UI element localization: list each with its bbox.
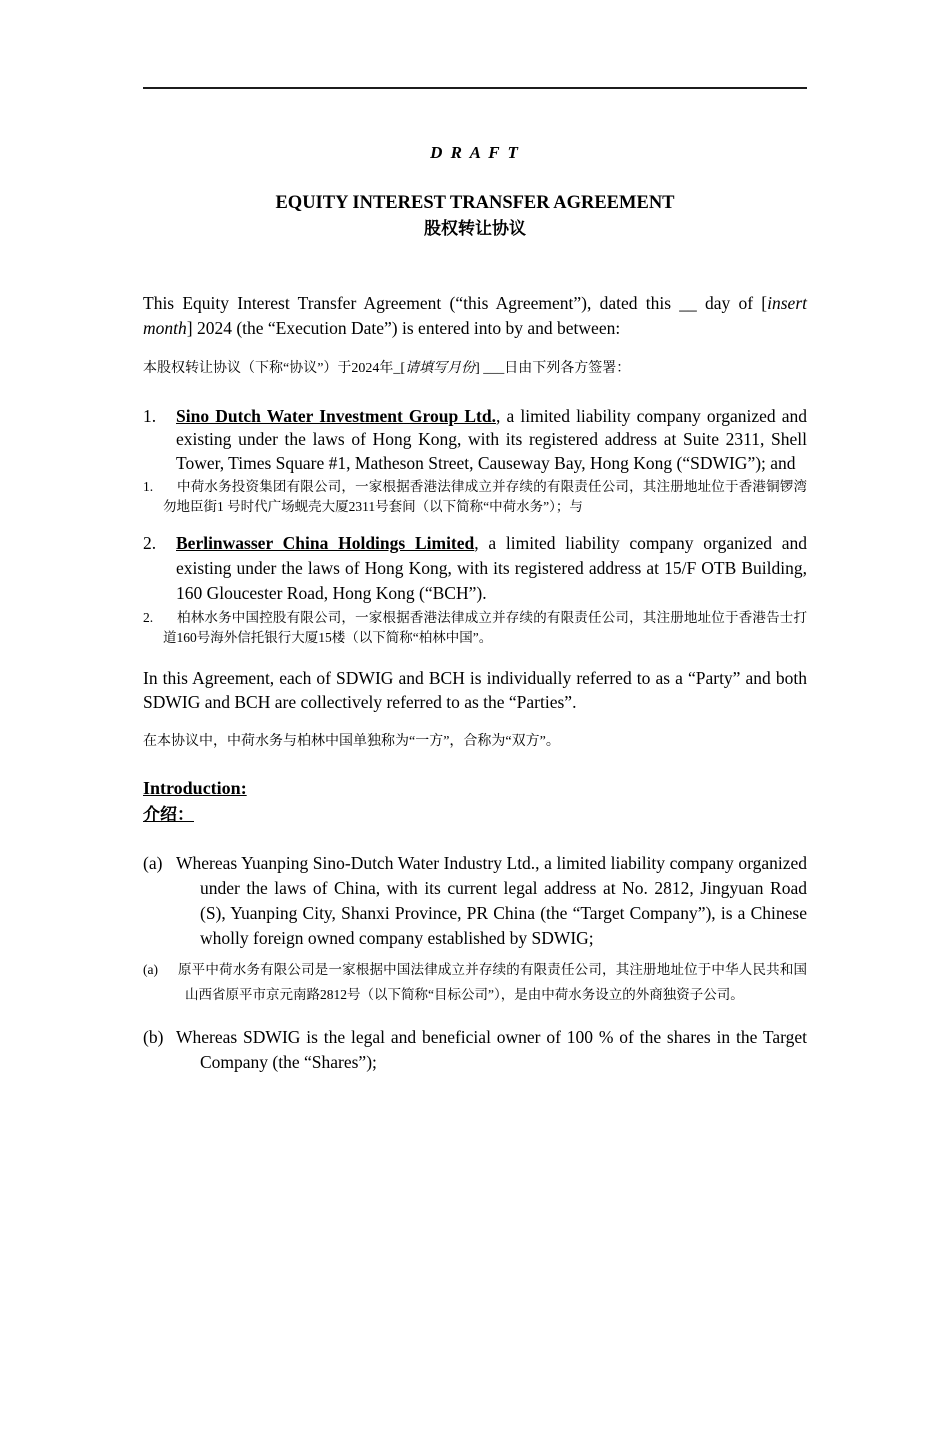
- party-1-number-cn: 1.: [143, 479, 154, 494]
- recital-a-text-cn: 原平中荷水务有限公司是一家根据中国法律成立并存续的有限责任公司，其注册地址位于中华人民共和国山西省原平市京元南路2812号（以下简称“目标公司”），是由中荷水务设立的外商独资子公司。: [178, 961, 807, 1002]
- opening-cn-insert-month-placeholder: 请填写月份: [405, 360, 476, 376]
- parties-definition-paragraph-cn: 在本协议中，中荷水务与柏林中国单独称为“一方”，合称为“双方”。: [143, 733, 560, 749]
- opening-cn-part-1: 本股权转让协议（下称“协议”）于2024年_[: [143, 360, 406, 376]
- opening-cn-part-2: ] ___日由下列各方签署：: [475, 360, 631, 376]
- opening-text-part-2: ] 2024 (the “Execution Date”) is entered into by and between:: [186, 318, 621, 338]
- recital-a-marker: (a): [143, 852, 163, 873]
- party-2-number-cn: 2.: [143, 610, 154, 625]
- document-title-cn: 股权转让协议: [424, 219, 526, 238]
- introduction-heading-en: Introduction:: [143, 777, 247, 798]
- recital-a-paragraph-cn: [143, 957, 807, 1007]
- party-2-description-cn: 柏林水务中国控股有限公司，一家根据香港法律成立并存续的有限责任公司，其注册地址位于香港告士打道160号海外信托银行大厦15楼（以下简称“柏林中国”。: [163, 610, 807, 645]
- recital-a-text-en: Whereas Yuanping Sino-Dutch Water Industry Ltd., a limited liability company organized under the laws of China, with its current legal address at No. 2812, Jingyuan Road (S), Yuanping City, Shanxi Province, PR China (the “Target Company”), is a Chinese wholly foreign owned company established by SDWIG;: [176, 852, 807, 948]
- party-1-paragraph-cn: [143, 477, 807, 517]
- opening-paragraph-cn: [143, 359, 807, 379]
- introduction-heading-cn: 介绍：: [143, 804, 194, 824]
- agreement-document: [0, 87, 950, 1431]
- party-2-paragraph-en: [143, 531, 807, 606]
- parties-definition-paragraph-en: In this Agreement, each of SDWIG and BCH is individually referred to as a “Party” and both SDWIG and BCH are collectively referred to as the “Parties”.: [143, 668, 807, 712]
- opening-insert-month-placeholder: insert month: [143, 293, 807, 338]
- document-page: [0, 87, 950, 1431]
- opening-text-part-1: This Equity Interest Transfer Agreement (“this Agreement”), dated this __ day of [: [143, 293, 768, 313]
- draft-watermark-label: D R A F T: [430, 143, 520, 162]
- party-1-number: 1.: [143, 405, 157, 426]
- header-rule: [143, 87, 807, 89]
- recital-b-text-en: Whereas SDWIG is the legal and beneficial owner of 100 % of the shares in the Target Company (the “Shares”);: [176, 1026, 807, 1072]
- party-2-number: 2.: [143, 533, 157, 553]
- party-1-description-cn: 中荷水务投资集团有限公司，一家根据香港法律成立并存续的有限责任公司，其注册地址位于香港铜锣湾勿地臣街1 号时代广场蚬壳大厦2311号套间（以下简称“中荷水务”）；与: [163, 479, 807, 514]
- recital-a-paragraph-en: [143, 851, 807, 951]
- party-1-description: , a limited liability company organized and existing under the laws of Hong Kong, with its registered address at Suite 2311, Shell Tower, Times Square #1, Matheson Street, Causeway Bay, Hong Kong (“SDWIG”); and: [176, 405, 808, 473]
- opening-paragraph-en: [143, 291, 807, 341]
- party-2-paragraph-cn: [143, 608, 807, 648]
- recital-a-marker-cn: (a): [143, 961, 158, 977]
- recital-b-marker: (b): [143, 1026, 164, 1047]
- party-1-name: Sino Dutch Water Investment Group Ltd.: [176, 405, 496, 426]
- party-2-description: , a limited liability company organized and existing under the laws of Hong Kong, with its registered address at 15/F OTB Building, 160 Gloucester Road, Hong Kong (“BCH”).: [176, 533, 807, 603]
- party-1-paragraph-en: [143, 405, 807, 476]
- document-title-en: EQUITY INTEREST TRANSFER AGREEMENT: [275, 193, 675, 213]
- party-2-name: Berlinwasser China Holdings Limited: [176, 533, 475, 553]
- recital-b-paragraph-en: [143, 1025, 807, 1075]
